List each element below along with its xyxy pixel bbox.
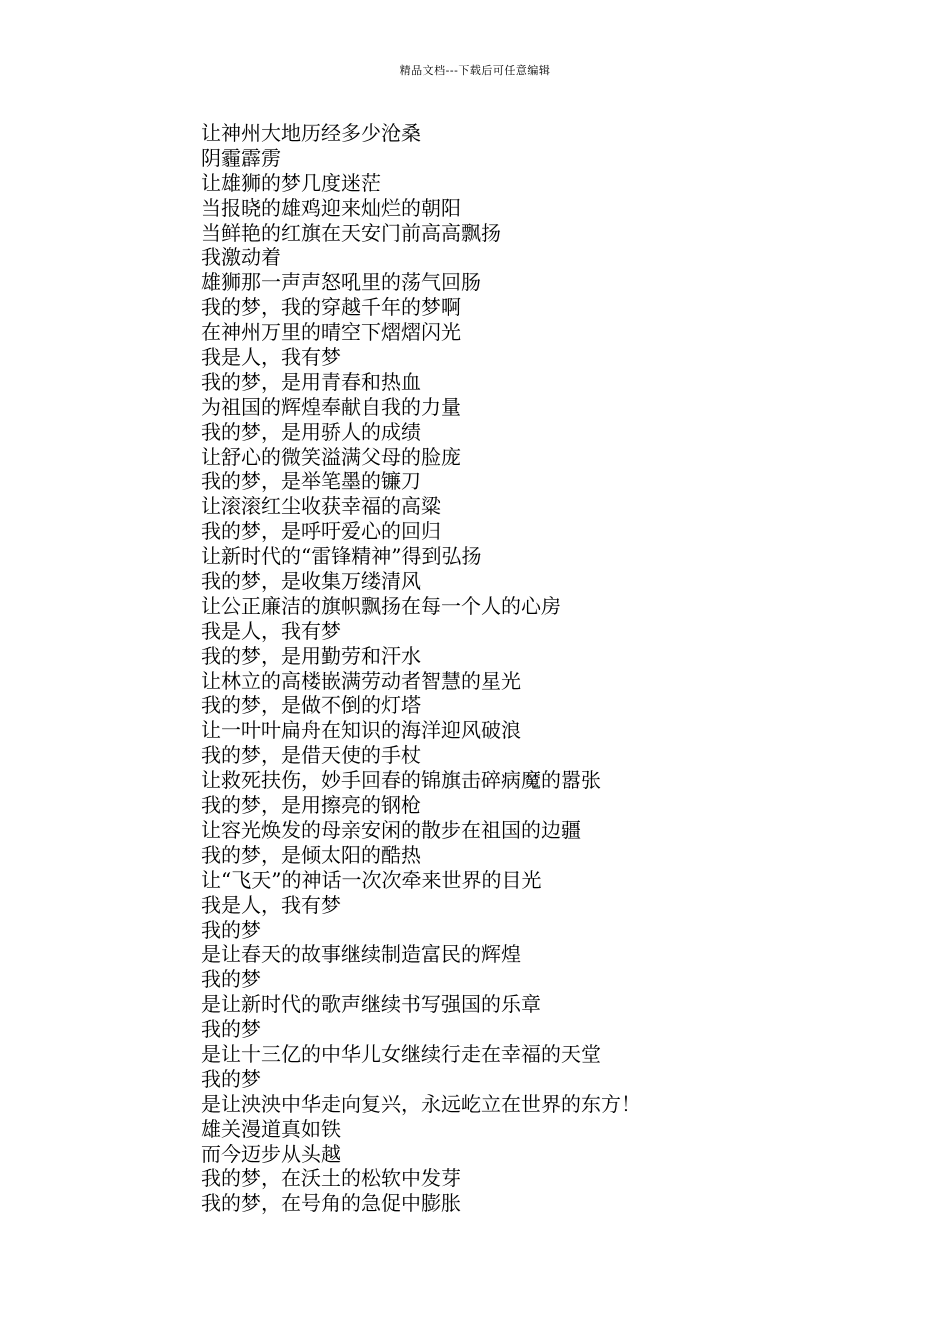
poem-line: 我的梦，是倾太阳的酷热 [201, 842, 421, 867]
poem-line: 雄狮那一声声怒吼里的荡气回肠 [201, 270, 481, 295]
poem-line: 我的梦，是做不倒的灯塔 [201, 693, 421, 718]
poem-line: 让舒心的微笑溢满父母的脸庞 [201, 444, 461, 469]
poem-line: 雄关漫道真如铁 [201, 1116, 341, 1141]
poem-line: 我的梦，是呼吁爱心的回归 [201, 519, 441, 544]
poem-line: 是让新时代的歌声继续书写强国的乐章 [201, 992, 541, 1017]
poem-line: 让容光焕发的母亲安闲的散步在祖国的边疆 [201, 817, 581, 842]
poem-line: 我的梦，我的穿越千年的梦啊 [201, 295, 461, 320]
poem-line: 让公正廉洁的旗帜飘扬在每一个人的心房 [201, 593, 561, 618]
poem-line: 为祖国的辉煌奉献自我的力量 [201, 394, 461, 419]
poem-line: 我的梦，是用擦亮的钢枪 [201, 793, 421, 818]
poem-line: 我是人，我有梦 [201, 892, 341, 917]
poem-line: 我的梦，是用勤劳和汗水 [201, 643, 421, 668]
poem-line: 让雄狮的梦几度迷茫 [201, 170, 381, 195]
page-header: 精品文档---下载后可任意编辑 [399, 64, 551, 77]
poem-line: 当报晓的雄鸡迎来灿烂的朝阳 [201, 195, 461, 220]
poem-line: 我的梦 [201, 967, 261, 992]
poem-line: 当鲜艳的红旗在天安门前高高飘扬 [201, 220, 501, 245]
poem-body [201, 121, 901, 1216]
poem-line: 我的梦，在号角的急促中膨胀 [201, 1191, 461, 1216]
poem-line: 我的梦 [201, 1017, 261, 1042]
poem-line: 我激动着 [201, 245, 281, 270]
poem-line: 我的梦，是用青春和热血 [201, 369, 421, 394]
poem-line: 让一叶叶扁舟在知识的海洋迎风破浪 [201, 718, 521, 743]
poem-line: 是让春天的故事继续制造富民的辉煌 [201, 942, 521, 967]
poem-line: 我是人，我有梦 [201, 618, 341, 643]
poem-line: 是让十三亿的中华儿女继续行走在幸福的天堂 [201, 1041, 601, 1066]
poem-line: 而今迈步从头越 [201, 1141, 341, 1166]
poem-line: 我的梦 [201, 917, 261, 942]
poem-line: 阴霾霹雳 [201, 145, 281, 170]
poem-line: 让救死扶伤，妙手回春的锦旗击碎病魔的嚣张 [201, 768, 601, 793]
poem-line: 我的梦，是借天使的手杖 [201, 743, 421, 768]
poem-line: 我的梦，是收集万缕清风 [201, 569, 421, 594]
poem-line: 让林立的高楼嵌满劳动者智慧的星光 [201, 668, 521, 693]
poem-line: 我的梦 [201, 1066, 261, 1091]
poem-line: 我的梦，是用骄人的成绩 [201, 419, 421, 444]
poem-line: 是让泱泱中华走向复兴，永远屹立在世界的东方！ [201, 1091, 641, 1116]
poem-line: 我是人，我有梦 [201, 345, 341, 370]
poem-line: 让滚滚红尘收获幸福的高粱 [201, 494, 441, 519]
poem-line: 在神州万里的晴空下熠熠闪光 [201, 320, 461, 345]
poem-line: 让“飞天”的神话一次次牵来世界的目光 [201, 867, 542, 892]
poem-line: 让新时代的“雷锋精神”得到弘扬 [201, 544, 482, 569]
poem-line: 让神州大地历经多少沧桑 [201, 121, 421, 145]
poem-line: 我的梦，是举笔墨的镰刀 [201, 469, 421, 494]
poem-line: 我的梦，在沃土的松软中发芽 [201, 1166, 461, 1191]
